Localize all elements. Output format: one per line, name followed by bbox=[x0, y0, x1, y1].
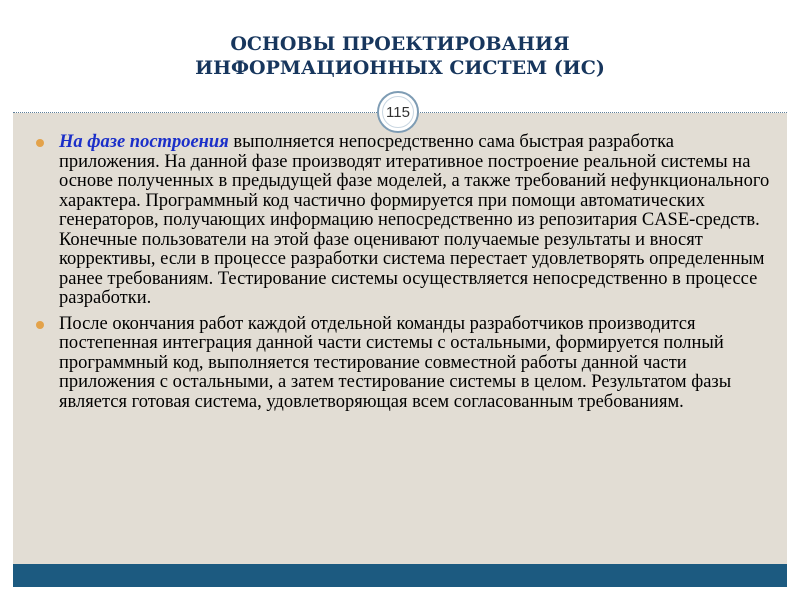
slide-content bbox=[35, 133, 770, 418]
page-number: 115 bbox=[386, 103, 410, 121]
bullet-emphasis: На фазе построения bbox=[59, 132, 229, 152]
bullet-item bbox=[35, 315, 770, 413]
bullet-dot-icon bbox=[36, 321, 44, 329]
slide-title bbox=[13, 32, 787, 80]
bullet-text: После окончания работ каждой отдельной команды разработчиков производится постепенная интеграция данной части системы с остальными, формируется полный программный код, выполняется тестирование совместной работы данной части приложения с остальными, а затем тестирование системы в целом. Результатом фазы является готовая система, удовлетворяющая всем согласованным требованиям. bbox=[59, 313, 732, 412]
bullet-item bbox=[35, 133, 770, 309]
bullet-dot-icon bbox=[36, 139, 44, 147]
bullet-text: выполняется непосредственно сама быстрая разработка приложения. На данной фазе производят итеративное построение реальной системы на основе полученных в предыдущей фазе моделей, а также требований нефункционального характера. Программный код частично формируется при помощи автоматических генераторов, получающих информацию непосредственно из репозитария CASE-средств. Конечные пользователи на этой фазе оценивают получаемые результаты и вносят коррективы, если в процессе разработки система перестает удовлетворять определенным ранее требованиям. Тестирование системы осуществляется непосредственно в процессе разработки. bbox=[59, 132, 770, 308]
bullet-list bbox=[35, 133, 770, 412]
page-number-badge bbox=[377, 91, 419, 133]
slide bbox=[13, 13, 787, 587]
title-line-1: ОСНОВЫ ПРОЕКТИРОВАНИЯ bbox=[230, 33, 570, 55]
title-line-2: ИНФОРМАЦИОННЫХ СИСТЕМ (ИС) bbox=[195, 57, 605, 79]
footer-bar bbox=[13, 564, 787, 587]
